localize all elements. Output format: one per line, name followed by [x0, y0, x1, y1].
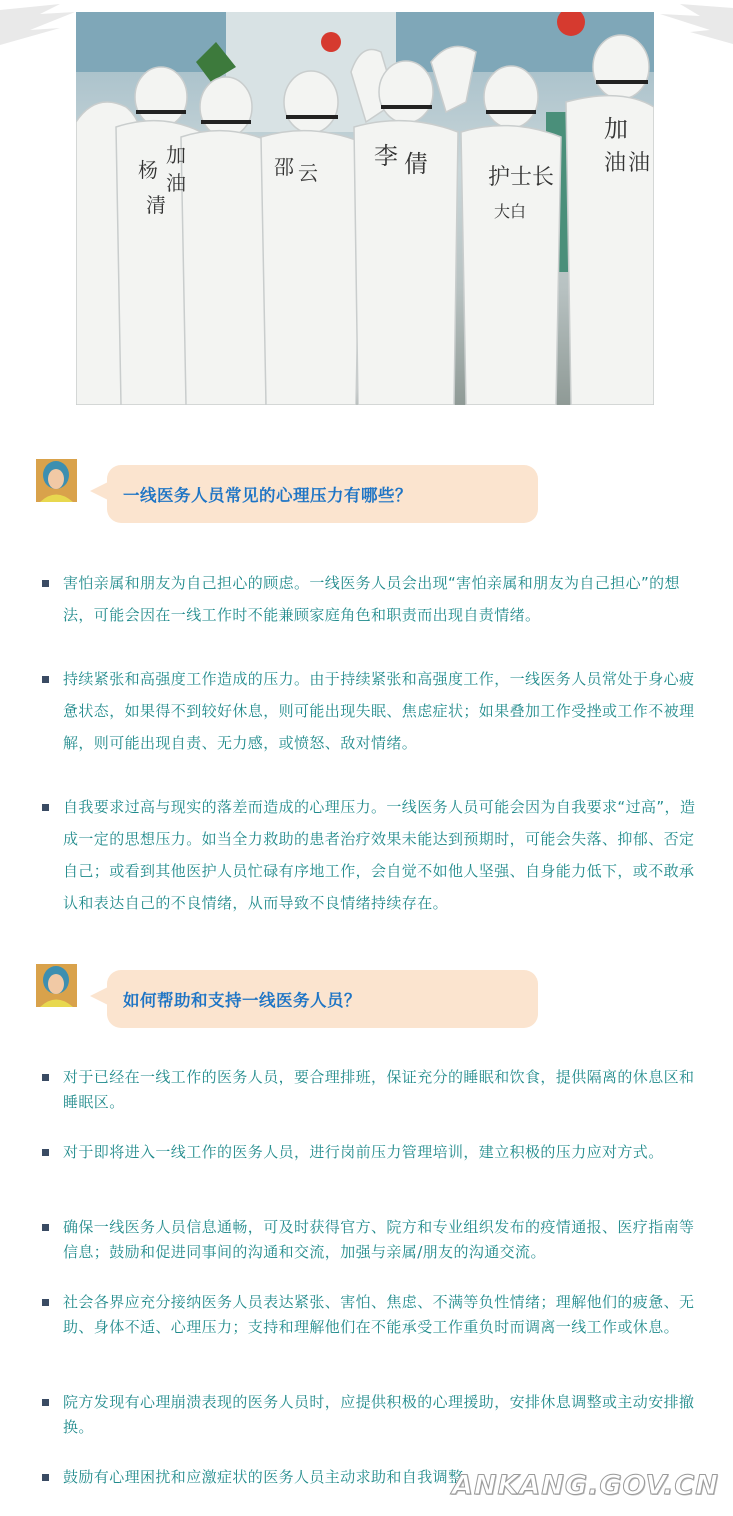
avatar [36, 964, 77, 1007]
list-item-text: 院方发现有心理崩溃表现的医务人员时，应提供积极的心理援助，安排休息调整或主动安排撤换。 [63, 1393, 695, 1436]
bullet [42, 1149, 49, 1156]
list-item [42, 1215, 706, 1265]
photo-writing: 加 [166, 143, 186, 167]
photo-writing: 油 [166, 171, 186, 195]
bullet [42, 676, 49, 683]
list-item-text: 对于即将进入一线工作的医务人员，进行岗前压力管理培训，建立积极的压力应对方式。 [63, 1143, 664, 1161]
photo-writing: 倩 [404, 150, 428, 178]
list-item-text: 对于已经在一线工作的医务人员，要合理排班，保证充分的睡眠和饮食，提供隔离的休息区和睡眠区。 [63, 1068, 695, 1111]
list-item-text: 自我要求过高与现实的落差而造成的心理压力。一线医务人员可能会因为自我要求“过高”，造成一定的思想压力。如当全力救助的患者治疗效果未能达到预期时，可能会失落、抑郁、否定自己；或看到其他医护人员忙碌有序地工作，会自觉不如他人坚强、自身能力低下，或不敢承认和表达自己的不良情绪，从而导致不良情绪持续存在。 [63, 798, 696, 912]
question-bubble [107, 970, 538, 1028]
question-heading-2 [36, 964, 546, 1028]
avatar [36, 459, 77, 502]
photo-writing: 油 [604, 151, 627, 176]
photo-writing: 加 [604, 115, 628, 143]
list-item-text: 社会各界应充分接纳医务人员表达紧张、害怕、焦虑、不满等负性情绪；理解他们的疲惫、无助、身体不适、心理压力；支持和理解他们在不能承受工作重负时而调离一线工作或休息。 [63, 1293, 695, 1336]
medical-staff-photo [76, 12, 654, 405]
question-heading-1 [36, 459, 546, 523]
photo-writing: 油 [628, 151, 651, 176]
bullet [42, 1224, 49, 1231]
photo-writing: 清 [146, 193, 166, 217]
list-item [42, 1140, 706, 1165]
list-item-text: 确保一线医务人员信息通畅，可及时获得官方、院方和专业组织发布的疫情通报、医疗指南等信息；鼓励和促进同事间的沟通和交流，加强与亲属/朋友的沟通交流。 [63, 1218, 695, 1261]
list-item [42, 791, 706, 919]
bullet [42, 580, 49, 587]
question-text: 如何帮助和支持一线医务人员？ [123, 991, 361, 1010]
watermark: ANKANG.GOV.CN [452, 1470, 719, 1501]
photo-writing: 大白 [494, 202, 527, 221]
list-item-text: 持续紧张和高强度工作造成的压力。由于持续紧张和高强度工作，一线医务人员常处于身心疲惫状态，如果得不到较好休息，则可能出现失眠、焦虑症状；如果叠加工作受挫或工作不被理解，则可能出现自责、无力感，或愤怒、敌对情绪。 [63, 670, 695, 752]
photo-writing: 云 [298, 161, 318, 185]
question-bubble [107, 465, 538, 523]
bullet [42, 1399, 49, 1406]
list-item [42, 567, 706, 631]
list-item-text: 害怕亲属和朋友为自己担心的顾虑。一线医务人员会出现“害怕亲属和朋友为自己担心”的想法，可能会因在一线工作时不能兼顾家庭角色和职责而出现自责情绪。 [63, 574, 680, 624]
list-item [42, 663, 706, 759]
list-item-text: 鼓励有心理困扰和应激症状的医务人员主动求助和自我调整。 [63, 1468, 479, 1486]
bullet [42, 1474, 49, 1481]
bullet [42, 1299, 49, 1306]
photo-writing: 护士长 [488, 165, 555, 190]
list-item [42, 1065, 706, 1115]
bullet [42, 1074, 49, 1081]
photo-writing: 杨 [138, 158, 158, 182]
photo-writing: 李 [374, 142, 398, 170]
bullet [42, 804, 49, 811]
photo-writing: 邵 [274, 155, 294, 179]
list-item [42, 1390, 706, 1440]
question-text: 一线医务人员常见的心理压力有哪些？ [123, 486, 412, 505]
list-item [42, 1290, 706, 1340]
